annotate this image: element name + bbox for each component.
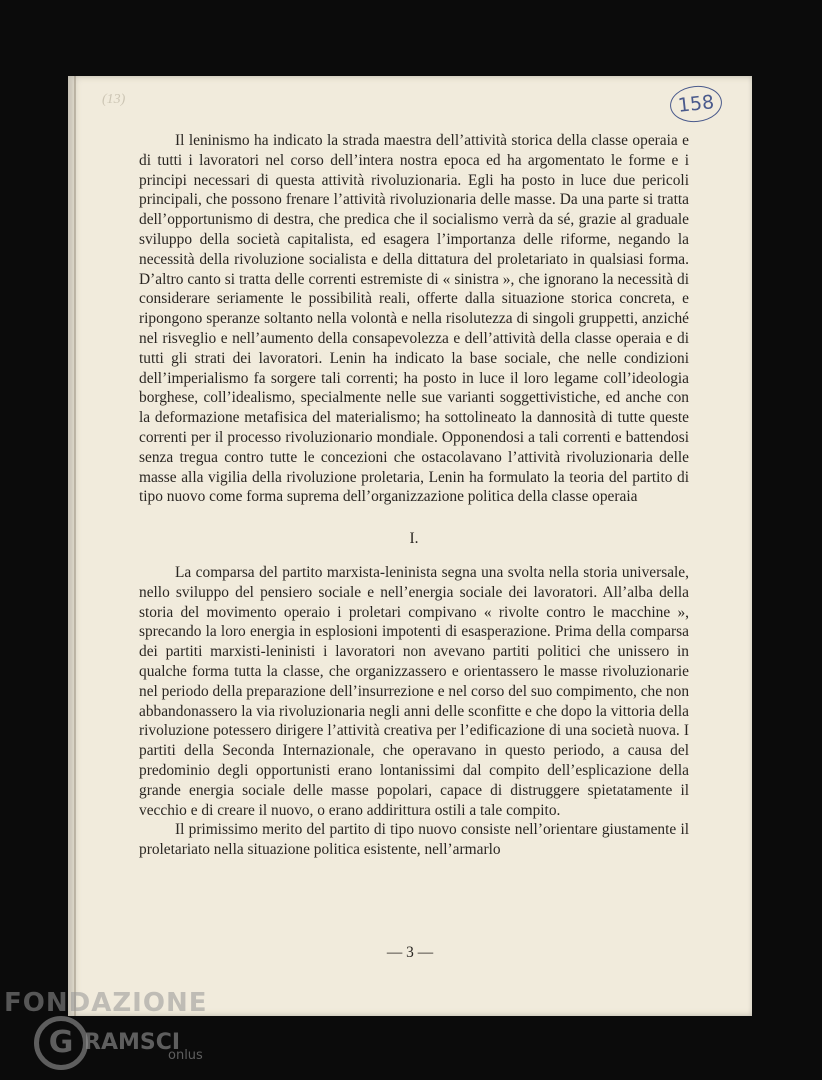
paragraph-continuation: Il primissimo merito del partito di tipo nuovo consiste nell’orientare giustamente il proletariato nella situazione politica esistente, nell’armarlo	[139, 821, 689, 859]
handwritten-page-number-text: 158	[676, 91, 716, 117]
faint-pencil-mark: (13)	[102, 92, 126, 107]
watermark-logo	[34, 1016, 180, 1070]
watermark-onlus: onlus	[168, 1048, 203, 1063]
page-folio: — 3 —	[386, 944, 434, 961]
paragraph-intro: Il leninismo ha indicato la strada maestra dell’attività storica della classe operaia e di tutti i lavoratori nel corso dell’intera nostra epoca ed ha argomentato le forme e i principi necessari di questa attività rivoluzionaria. Egli ha posto in luce due pericoli principali, che possono frenare l’attività rivoluzionaria delle masse. Da una parte si tratta dell’opportunismo di destra, che predica che il socialismo verrà da sé, grazie al graduale sviluppo della società capitalista, ed esagera l’importanza delle riforme, negando la necessità della rivoluzione socialista e della dittatura del proletariato in qualsiasi forma. D’altro canto si tratta delle correnti estremiste di « sinistra », che ignorano la necessità di considerare seriamente le possibilità reali, offerte dalla situazione storica concreta, e ripongono speranze soltanto nella volontà e nella risolutezza di singoli gruppetti, anziché nel risveglio e nell’aumento della consapevolezza e dell’attività della classe operaia e di tutti gli strati dei lavoratori. Lenin ha indicato la base sociale, che nelle condizioni dell’imperialismo fa sorgere tali correnti; ha posto in luce il loro legame coll’ideologia borghese, coll’idealismo, specialmente nelle sue varianti soggettivistiche, ed anche con la deformazione metafisica del materialismo; ha sottolineato la dannosità di tutte queste correnti per il processo rivoluzionario mondiale. Opponendosi a tali correnti e battendosi senza tregua contro tutte le concezioni che ostacolavano l’attività rivoluzionaria delle masse alla vigilia della rivoluzione proletaria, Lenin ha formulato la teoria del partito di tipo nuovo come forma suprema dell’organizzazione politica della classe operaia	[139, 132, 689, 506]
gramsci-logo-icon: G	[34, 1016, 88, 1070]
document-page	[68, 76, 752, 1016]
watermark-fondazione: FONDAZIONE	[4, 988, 208, 1018]
body-text	[139, 131, 689, 860]
handwritten-page-number	[668, 83, 723, 124]
watermark-gramsci: RAMSCI	[84, 1030, 181, 1055]
paragraph-section-1: La comparsa del partito marxista-leninista segna una svolta nella storia universale, nello sviluppo del pensiero sociale e nell’energia sociale dei lavoratori. All’alba della storia del movimento operaio i proletari compivano « rivolte contro le macchine », sprecando la loro energia in esplosioni impotenti di esasperazione. Prima della comparsa dei partiti marxisti-leninisti i lavoratori non avevano partiti politici che unissero in qualche forma tutta la classe, che organizzassero e orientassero le masse rivoluzionarie nel periodo della preparazione dell’insurrezione e nel corso del suo compimento, che non abbandonassero la via rivoluzionaria negli anni delle sconfitte e che dopo la vittoria della rivoluzione potessero dirigere l’attività creativa per l’edificazione di una società nuova. I partiti della Seconda Internazionale, che operavano in questo periodo, a causa del predominio degli opportunisti erano lontanissimi dal compito dell’esplicazione della grande energia sociale delle masse popolari, capace di distruggere spietatamente il vecchio e di creare il nuovo, o erano addirittura ostili a tale compito.	[139, 563, 690, 819]
section-heading: I.	[409, 530, 419, 548]
